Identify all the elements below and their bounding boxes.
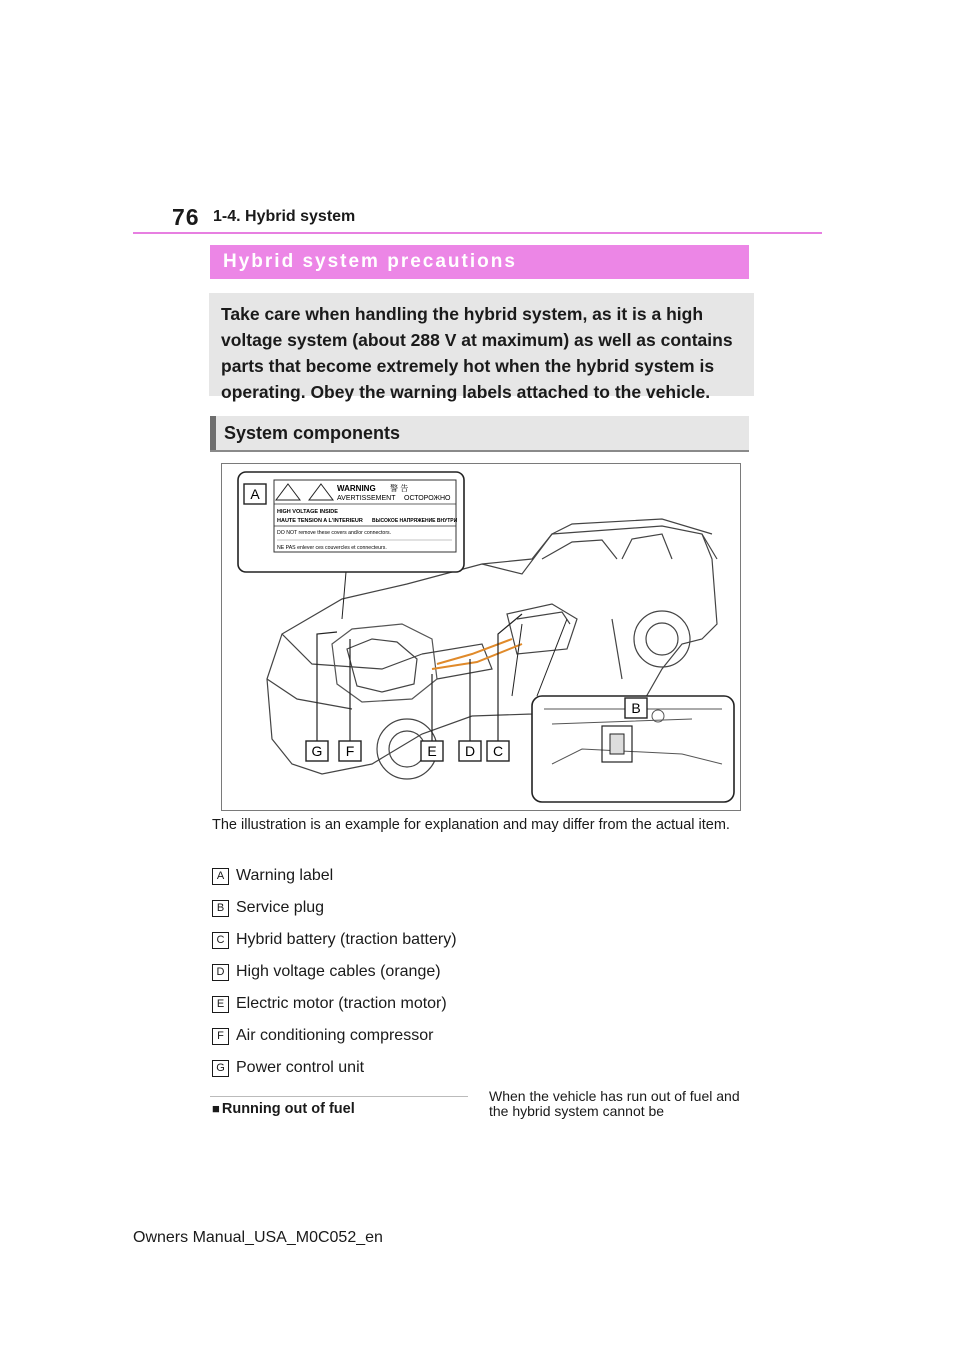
section-banner (210, 245, 749, 279)
note-heading-text: Running out of fuel (221, 1101, 355, 1117)
page-number: 76 (172, 204, 200, 230)
illustration-caption: The illustration is an example for explanation and may differ from the actual item. (212, 817, 730, 833)
legend-label: Service plug (236, 899, 325, 916)
system-components-illustration (221, 463, 741, 811)
service-plug-inset (512, 619, 734, 802)
svg-text:F: F (345, 743, 355, 759)
callout-e (421, 741, 443, 761)
legend-label: Hybrid battery (traction battery) (236, 931, 457, 948)
svg-text:B: B (631, 700, 641, 716)
callout-b (625, 698, 647, 718)
legend-key: B (212, 900, 229, 917)
label-avertissement: AVERTISSEMENT (337, 495, 396, 502)
page-footer: Owners Manual_USA_M0C052_en (133, 1229, 383, 1246)
legend-label: Electric motor (traction motor) (236, 995, 447, 1012)
square-bullet-icon: ■ (212, 1101, 220, 1116)
legend-key: F (212, 1028, 229, 1045)
legend-key: A (212, 868, 229, 885)
note-rule (210, 1096, 468, 1097)
legend-item (212, 892, 457, 924)
callout-f (339, 741, 361, 761)
label-warning: WARNING (337, 484, 376, 493)
subheading-bar (210, 416, 216, 450)
intro-text: Take care when handling the hybrid system, as it is a high voltage system (about 288 V at maximum) as well as contains parts that become extremely hot when the hybrid system is operating. Obey the warning labels attached to the vehicle. (221, 304, 733, 402)
label-ru2: ВЫСОКОЕ НАПРЯЖЕНИЕ ВНУТРИ (372, 518, 458, 524)
svg-text:E: E (427, 743, 437, 759)
label-dn: DO NOT remove these covers and/or connectors. (277, 530, 392, 536)
label-hv2: HAUTE TENSION A L'INTERIEUR (277, 518, 363, 524)
header-rule (133, 232, 822, 234)
subheading-title: System components (224, 423, 401, 443)
note-heading (212, 1101, 355, 1117)
legend-label: High voltage cables (orange) (236, 963, 441, 980)
legend-label: Air conditioning compressor (236, 1027, 434, 1044)
legend-item (212, 956, 457, 988)
legend-label: Warning label (236, 867, 334, 884)
legend-key: C (212, 932, 229, 949)
legend-item (212, 924, 457, 956)
legend-item (212, 1020, 457, 1052)
callout-c (487, 741, 509, 761)
legend-label: Power control unit (236, 1059, 365, 1076)
section-label: 1-4. Hybrid system (213, 208, 356, 225)
legend-key: G (212, 1060, 229, 1077)
note-body: When the vehicle has run out of fuel and the hybrid system cannot be (489, 1088, 740, 1119)
component-legend (212, 860, 457, 1084)
legend-key: D (212, 964, 229, 981)
callout-d (459, 741, 481, 761)
svg-text:D: D (464, 743, 476, 759)
svg-text:A: A (250, 486, 260, 502)
svg-text:C: C (492, 743, 504, 759)
high-voltage-cables (432, 639, 522, 669)
label-hv1: HIGH VOLTAGE INSIDE (277, 509, 338, 515)
legend-item (212, 988, 457, 1020)
intro-box (209, 293, 754, 402)
subheading (210, 416, 749, 452)
legend-item (212, 1052, 457, 1084)
label-ne: NE PAS enlever ces couvercles et connecteurs. (277, 545, 387, 551)
svg-text:G: G (311, 743, 323, 759)
legend-item (212, 860, 457, 892)
legend-key: E (212, 996, 229, 1013)
callout-g (306, 741, 328, 761)
callout-a (244, 484, 266, 504)
banner-title: Hybrid system precautions (223, 251, 517, 272)
label-ru: ОСТОРОЖНО (404, 495, 451, 502)
label-jp: 警 告 (390, 484, 409, 493)
